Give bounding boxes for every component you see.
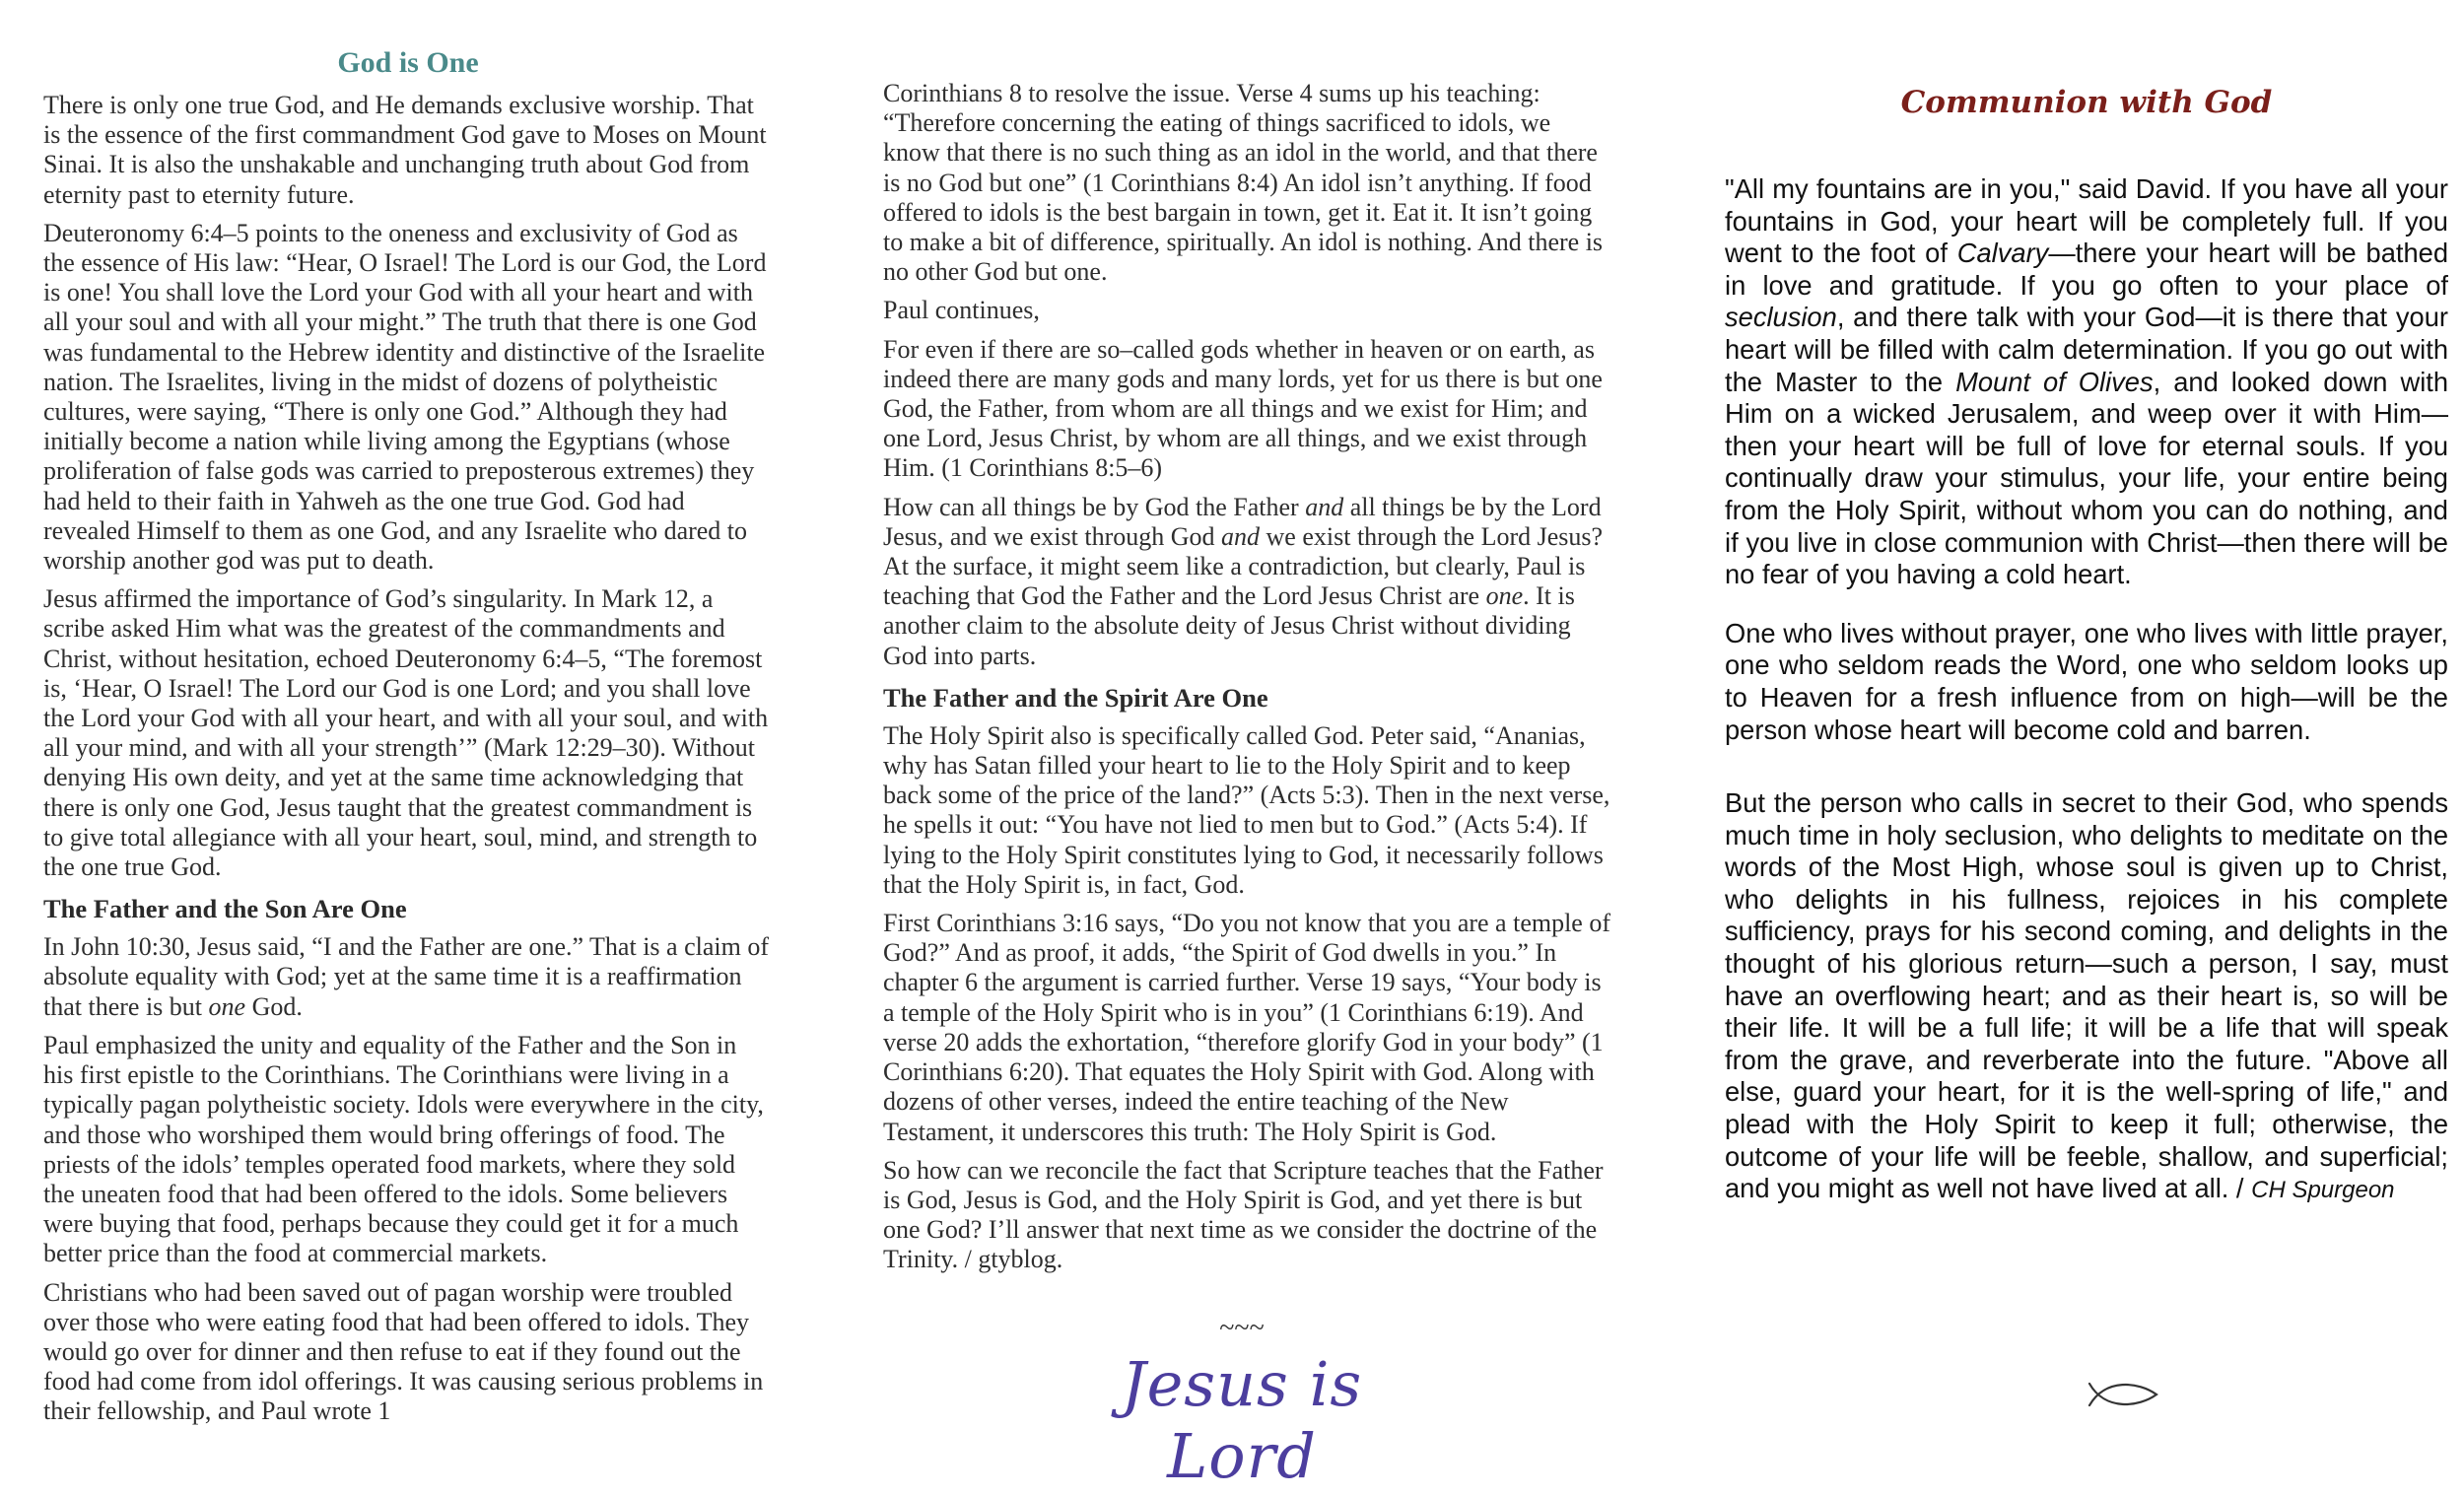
text-run: How can all things be by God the Father (883, 492, 1306, 521)
text-run: . It is another claim to the absolute deity of Jesus Christ without dividing God into parts. (883, 581, 1575, 670)
paragraph: Paul continues, (883, 296, 1040, 325)
paragraph (1725, 787, 2448, 1207)
text-run: , and there talk with your God—it is there that your heart will be filled with calm determination. If you go out with the Master to the (1725, 302, 2448, 397)
subheading-father-spirit: The Father and the Spirit Are One (883, 682, 1268, 713)
text-run: In John 10:30, Jesus said, “I and the Father are one.” That is a claim of absolute equality with God; yet at the same time it is a reaffirmation that there is but (43, 932, 769, 1021)
section-title-god-is-one: God is One (337, 46, 479, 79)
subheading-father-son: The Father and the Son Are One (43, 894, 407, 924)
paragraph: So how can we reconcile the fact that Scripture teaches that the Father is God, Jesus is God, and the Holy Spirit is God, and yet there is but one God? I’ll answer that next time as we consider the doctrine of the Trinity. / gtyblog. (883, 1155, 1604, 1274)
text-run: God. (245, 991, 303, 1021)
paragraph (43, 932, 773, 1022)
emphasis: and (1221, 521, 1261, 551)
paragraph: One who lives without prayer, one who lives with little prayer, one who seldom reads the Word, one who seldom looks up to Heaven for a fresh influence from on high—will be the person whose heart will become cold and barren. (1725, 617, 2448, 745)
ichthys-fish-icon (2088, 1378, 2158, 1411)
emphasis: and (1305, 492, 1344, 521)
text-run: "All my fountains are in you," said David. If you have all your fountains in God, your heart will be completely full. If you went to the foot of (1725, 173, 2448, 269)
paragraph: Jesus affirmed the importance of God’s singularity. In Mark 12, a scribe asked Him what was the greatest of the commandments and Christ, without hesitation, echoed Deuteronomy 6:4–5, “The foremost is, ‘Hear, O Israel! The Lord our God is one Lord; and you shall love the Lord your God with all your heart, and with all your soul, and with all your mind, and with all your strength’” (Mark 12:29–30). Without denying His own deity, and yet at the same time acknowledging that there is only one God, Jesus taught that the greatest commandment is to give total allegiance with all your heart, soul, mind, and strength to the one true God. (43, 584, 769, 882)
separator-tilde: ~~~ (1219, 1313, 1265, 1343)
attribution: CH Spurgeon (2251, 1177, 2395, 1204)
signature-jesus-is-lord: Jesus is Lord (1121, 1348, 1363, 1492)
block-quote: For even if there are so–called gods whether in heaven or on earth, as indeed there are many gods and many lords, yet for us there is but one God, the Father, from whom are all things and we exist for Him; and one Lord, Jesus Christ, by whom are all things, and we exist through Him. (1 Corinthians 8:5–6) (883, 334, 1603, 483)
paragraph: There is only one true God, and He demands exclusive worship. That is the essence of the first commandment God gave to Moses on Mount Sinai. It is also the unshakable and unchanging truth about God from eternity past to eternity future. (43, 91, 767, 209)
paragraph: Corinthians 8 to resolve the issue. Verse 4 sums up his teaching: “Therefore concerning the eating of things sacrificed to idols, we know that there is no such thing as an idol in the world, and that there is no God but one” (1 Corinthians 8:4) An idol isn’t anything. If food offered to idols is the best bargain in town, get it. Eat it. It isn’t going to make a bit of difference, spiritually. An idol is nothing. And there is no other God but one. (883, 79, 1604, 287)
paragraph: Paul emphasized the unity and equality of the Father and the Son in his first epistle to the Corinthians. The Corinthians were living in a typically pagan polytheistic society. Idols were everywhere in the city, and those who worshiped them would bring offerings of food. The priests of the idols’ temples operated food markets, where they sold the uneaten food that had been offered to the idols. Some believers were buying that food, perhaps because they could get it for a much better price than the food at commercial markets. (43, 1030, 764, 1268)
text-run: But the person who calls in secret to their God, who spends much time in holy seclusion, who delights to meditate on the words of the Most High, whose soul is given up to Christ, who delights in his fullness, rejoices in his complete sufficiency, prays for his second coming, and delights in the thought of his glorious return—such a person, I say, must have an overflowing heart; and as their heart is, so will be their life. It will be a full life; it will be a life that will speak from the grave, and reverberate into the future. "Above all else, guard your heart, for it is the well-spring of life," and plead with the Holy Spirit to keep it full; otherwise, the outcome of your life will be feeble, shallow, and superficial; and you might as well not have lived at all. / (1725, 787, 2448, 1204)
text-run: all things be by the Lord Jesus, and we exist through God (883, 492, 1602, 551)
emphasis: one (1485, 581, 1524, 611)
emphasis: Mount of Olives (1955, 366, 2154, 397)
column-left (43, 0, 773, 1436)
text-run: —there your heart will be bathed in love and gratitude. If you go often to your place of (1725, 238, 2449, 301)
section-title-communion: Communion with God (1900, 85, 2273, 120)
paragraph: Deuteronomy 6:4–5 points to the oneness and exclusivity of God as the essence of His law: “Hear, O Israel! The Lord is our God, the Lord is one! You shall love the Lord your God with all your heart and with all your soul and with all your might.” The truth that there is one God was fundamental to the Hebrew identity and distinctive of the Israelite nation. The Israelites, living in the midst of dozens of polytheistic cultures, were saying, “There is only one God.” Although they had initially become a nation while living among the Egyptians (whose proliferation of false gods was carried to preposterous extremes) they had held to their faith in Yahweh as the one true God. God had revealed Himself to them as one God, and any Israelite who dared to worship another god was put to death. (43, 218, 767, 576)
paragraph: First Corinthians 3:16 says, “Do you not know that you are a temple of God?” And as proof, it adds, “the Spirit of God dwells in you.” In chapter 6 the argument is carried further. Verse 19 says, “Your body is a temple of the Holy Spirit who is in you” (1 Corinthians 6:19). And verse 20 adds the exhortation, “therefore glorify God in your body” (1 Corinthians 6:20). That equates the Holy Spirit with God. Along with dozens of other verses, indeed the entire teaching of the New Testament, it underscores this truth: The Holy Spirit is God. (883, 909, 1611, 1146)
column-middle (883, 0, 1612, 1284)
paragraph (1725, 173, 2448, 591)
text-run: , and looked down with Him on a wicked Jerusalem, and weep over it with Him—then your heart will be full of love for eternal souls. If you continually draw your stimulus, your life, your entire being from the Holy Spirit, without whom you can do nothing, and if you live in close communion with Christ—then there will be no fear of you having a cold heart. (1725, 366, 2449, 590)
paragraph: The Holy Spirit also is specifically called God. Peter said, “Ananias, why has Satan filled your heart to lie to the Holy Spirit and to keep back some of the price of the land?” (Acts 5:3). Then in the next verse, he spells it out: “You have not lied to men but to God.” (Acts 5:4). If lying to the Holy Spirit constitutes lying to God, it necessarily follows that the Holy Spirit is, in fact, God. (883, 720, 1610, 899)
emphasis: Calvary (1956, 238, 2049, 269)
column-right (1725, 0, 2448, 1234)
text-run: we exist through the Lord Jesus? At the surface, it might seem like a contradiction, but clearly, Paul is teaching that God the Father and the Lord Jesus Christ are (883, 521, 1604, 611)
emphasis: seclusion (1725, 302, 1837, 333)
paragraph (883, 493, 1612, 671)
paragraph: Christians who had been saved out of pagan worship were troubled over those who were eating food that had been offered to idols. They would go over for dinner and then refuse to eat if they found out the food had come from idol offerings. It was causing serious problems in their fellowship, and Paul wrote 1 (43, 1277, 764, 1426)
emphasis: one (208, 991, 246, 1021)
